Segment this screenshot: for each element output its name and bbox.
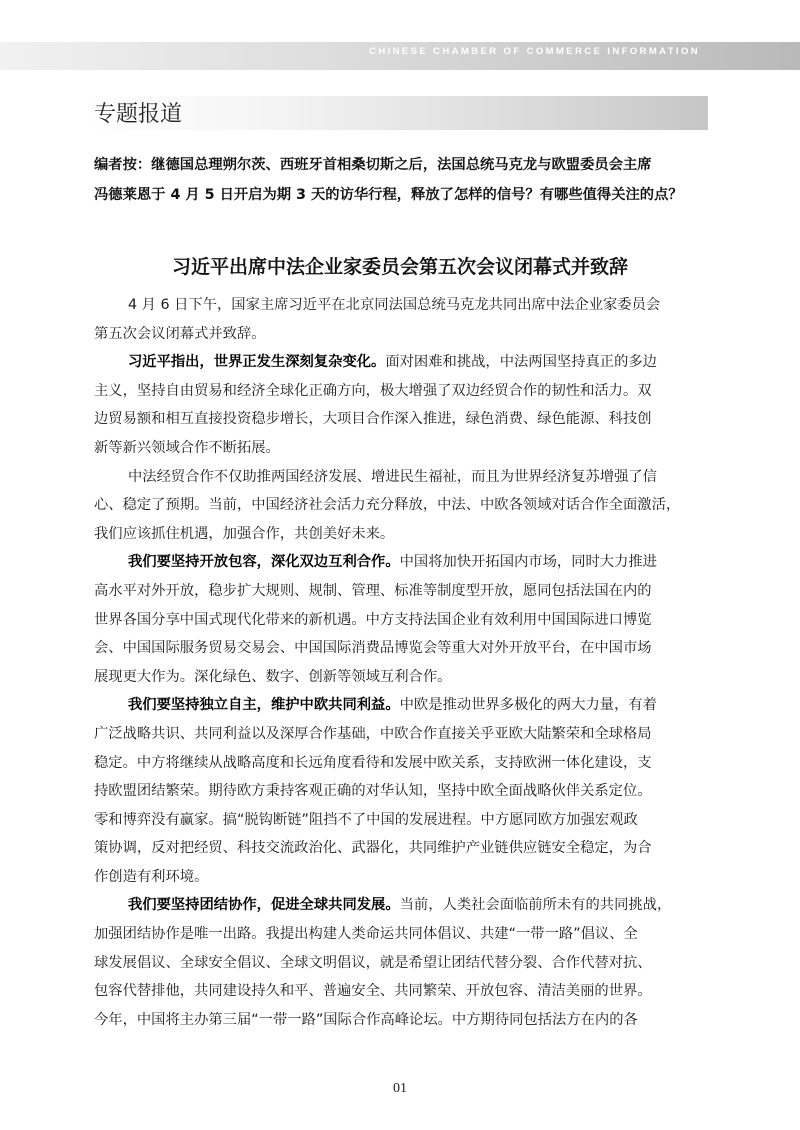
paragraph-line	[94, 491, 714, 520]
paragraph-line-text: 中欧是推动世界多极化的两大力量，有着	[399, 697, 657, 714]
article-paragraph	[94, 463, 714, 549]
article-paragraph	[94, 891, 714, 1034]
paragraph-line-text: 展现更大作为。深化绿色、数字、创新等领域互利合作。	[94, 668, 452, 685]
paragraph-line-text: 今年，中国将主办第三届“一带一路”国际合作高峰论坛。中方期待同包括法方在内的各	[94, 1011, 638, 1028]
paragraph-line-text: 持欧盟团结繁荣。期待欧方秉持客观正确的对华认知，坚持中欧全面战略伙伴关系定位。	[94, 783, 652, 800]
page-number: 01	[393, 1081, 407, 1096]
editor-note-line: 编者按：继德国总理朔尔茨、西班牙首相桑切斯之后，法国总统马克龙与欧盟委员会主席	[94, 157, 652, 173]
paragraph-line	[94, 777, 714, 806]
paragraph-line	[94, 806, 714, 835]
paragraph-line	[94, 320, 714, 349]
editor-note-line: 冯德莱恩于 4 月 5 日开启为期 3 天的访华行程，释放了怎样的信号？有哪些值得关注的点？	[94, 187, 683, 203]
paragraph-line-text: 零和博弈没有赢家。搞“脱钩断链”阻挡不了中国的发展进程。中方愿同欧方加强宏观政	[94, 811, 638, 828]
paragraph-lead-highlight: 我们要坚持开放包容，深化双边互利合作。	[128, 554, 400, 571]
paragraph-line-text: 我们应该抓住机遇，加强合作，共创美好未来。	[94, 525, 395, 542]
paragraph-line	[94, 577, 714, 606]
paragraph-line-text: 中国将加快开拓国内市场，同时大力推进	[399, 554, 657, 571]
paragraph-line	[94, 663, 714, 692]
paragraph-line	[94, 920, 714, 949]
article-title: 习近平出席中法企业家委员会第五次会议闭幕式并致辞	[171, 256, 628, 278]
paragraph-line	[94, 634, 714, 663]
paragraph-line-text: 策协调，反对把经贸、科技交流政治化、武器化，共同维护产业链供应链安全稳定，为合	[94, 840, 652, 857]
paragraph-lead-highlight: 我们要坚持独立自主，维护中欧共同利益。	[128, 697, 400, 714]
paragraph-line	[94, 891, 714, 920]
paragraph-line-text: 世界各国分享中国式现代化带来的新机遇。中方支持法国企业有效利用中国国际进口博览	[94, 611, 652, 628]
paragraph-line-text: 第五次会议闭幕式并致辞。	[94, 325, 266, 342]
paragraph-lead-highlight: 习近平指出，世界正发生深刻复杂变化。	[128, 354, 386, 371]
paragraph-line	[94, 863, 714, 892]
paragraph-line-text: 心、稳定了预期。当前，中国经济社会活力充分释放，中法、中欧各领域对话合作全面激活，	[94, 497, 681, 514]
paragraph-line-text: 边贸易额和相互直接投资稳步增长，大项目合作深入推进，绿色消费、绿色能源、科技创	[94, 411, 652, 428]
paragraph-line-text: 稳定。中方将继续从战略高度和长远角度看待和发展中欧关系，支持欧洲一体化建设，支	[94, 754, 652, 771]
article-paragraph	[94, 348, 714, 462]
paragraph-line	[94, 749, 714, 778]
paragraph-line	[94, 434, 714, 463]
paragraph-line	[94, 691, 714, 720]
magazine-header-band	[0, 42, 800, 70]
article-body	[94, 291, 714, 1034]
paragraph-line-text: 加强团结协作是唯一出路。我提出构建人类命运共同体倡议、共建“一带一路”倡议、全	[94, 926, 638, 943]
paragraph-line	[94, 949, 714, 978]
paragraph-line	[94, 1006, 714, 1035]
paragraph-line	[94, 520, 714, 549]
paragraph-line-text: 广泛战略共识、共同利益以及深厚合作基础，中欧合作直接关乎亚欧大陆繁荣和全球格局	[94, 725, 652, 742]
article-paragraph	[94, 691, 714, 891]
paragraph-line-text: 包容代替排他，共同建设持久和平、普遍安全、共同繁荣、开放包容、清洁美丽的世界。	[94, 983, 652, 1000]
paragraph-line-text: 中法经贸合作不仅助推两国经济发展、增进民生福祉，而且为世界经济复苏增强了信	[128, 468, 657, 485]
paragraph-line	[94, 548, 714, 577]
paragraph-line	[94, 405, 714, 434]
editor-note	[94, 150, 714, 210]
paragraph-line-text: 当前，人类社会面临前所未有的共同挑战，	[399, 897, 672, 914]
paragraph-line	[94, 463, 714, 492]
paragraph-line	[94, 834, 714, 863]
magazine-name: CHINESE CHAMBER OF COMMERCE INFORMATION	[369, 46, 700, 57]
paragraph-line	[94, 977, 714, 1006]
paragraph-line-text: 4 月 6 日下午，国家主席习近平在北京同法国总统马克龙共同出席中法企业家委员会	[128, 297, 661, 313]
article-paragraph	[94, 291, 714, 348]
paragraph-line	[94, 606, 714, 635]
paragraph-line	[94, 377, 714, 406]
paragraph-line-text: 会、中国国际服务贸易交易会、中国国际消费品博览会等重大对外开放平台，在中国市场	[94, 640, 652, 657]
paragraph-lead-highlight: 我们要坚持团结协作，促进全球共同发展。	[128, 897, 400, 914]
paragraph-line-text: 面对困难和挑战，中法两国坚持真正的多边	[385, 354, 657, 371]
paragraph-line	[94, 348, 714, 377]
paragraph-line-text: 主义，坚持自由贸易和经济全球化正确方向，极大增强了双边经贸合作的韧性和活力。双	[94, 382, 652, 399]
paragraph-line-text: 球发展倡议、全球安全倡议、全球文明倡议，就是希望让团结代替分裂、合作代替对抗、	[94, 954, 652, 971]
paragraph-line	[94, 291, 714, 320]
section-title: 专题报道	[94, 102, 183, 127]
paragraph-line-text: 新等新兴领域合作不断拓展。	[94, 439, 280, 456]
paragraph-line-text: 高水平对外开放，稳步扩大规则、规制、管理、标准等制度型开放，愿同包括法国在内的	[94, 582, 652, 599]
article-paragraph	[94, 548, 714, 691]
paragraph-line-text: 作创造有利环境。	[94, 868, 209, 885]
paragraph-line	[94, 720, 714, 749]
